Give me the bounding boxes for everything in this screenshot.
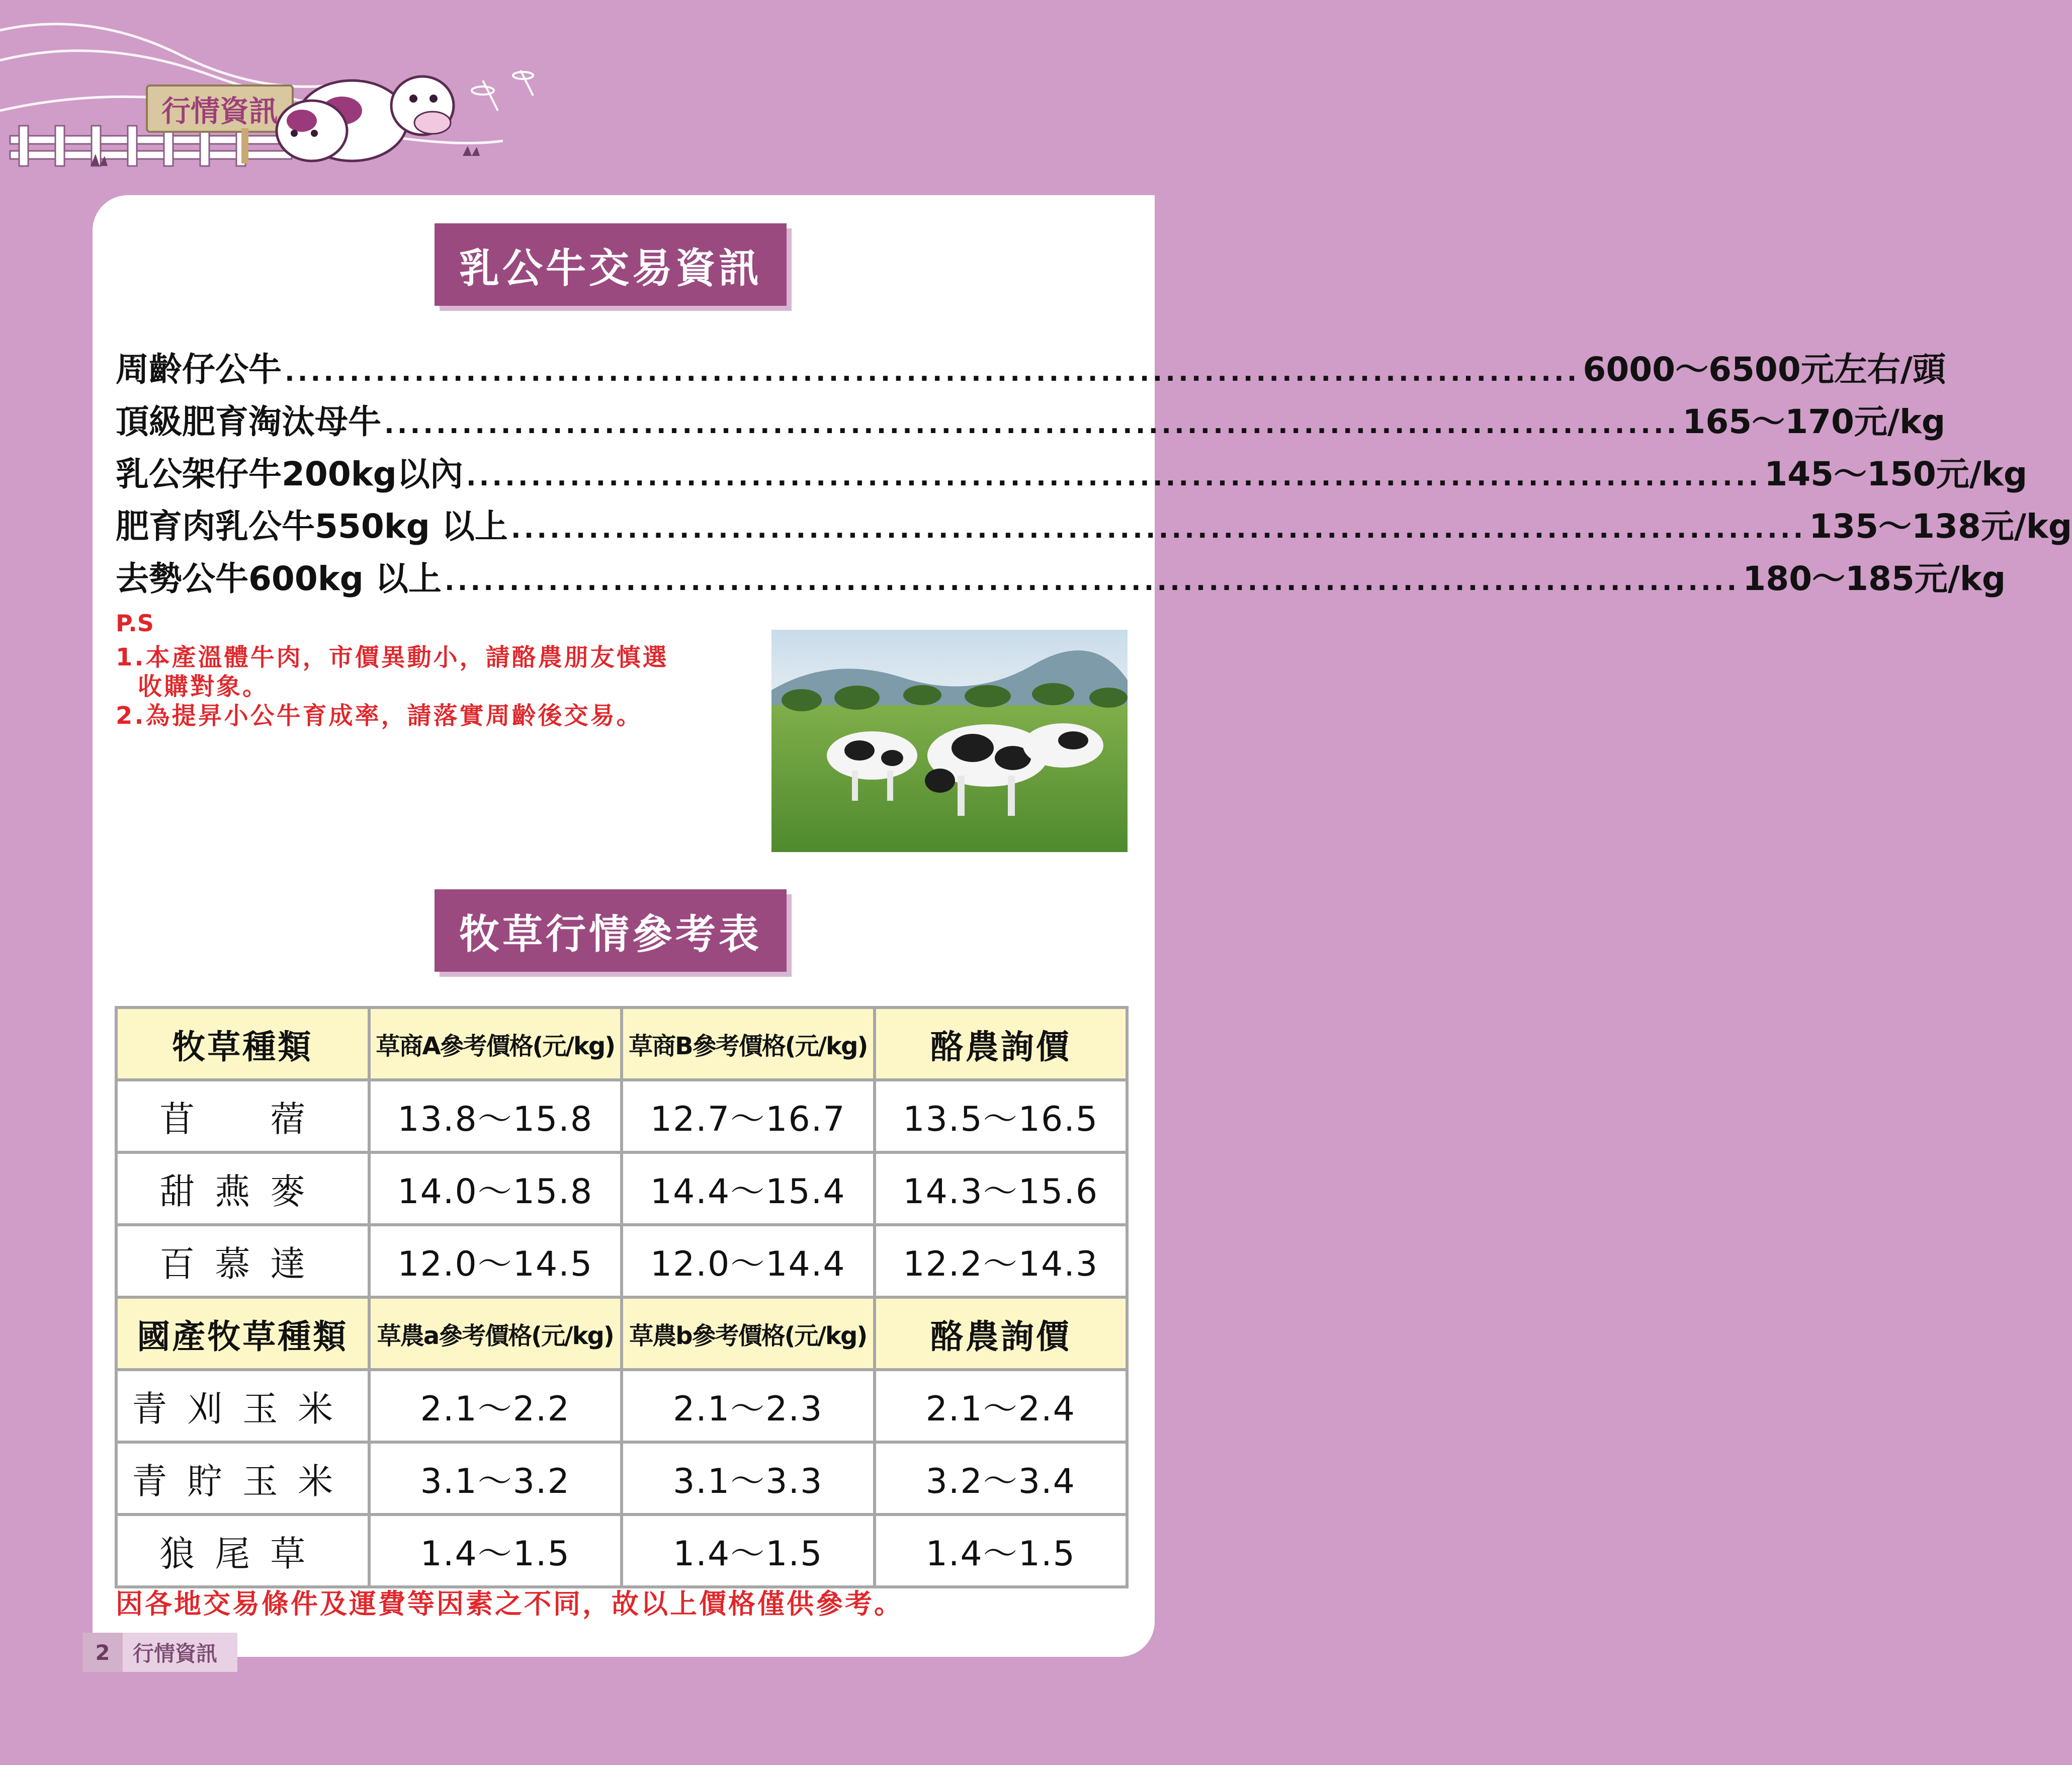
column-header: 草商A參考價格(元/kg) <box>369 1007 622 1080</box>
leader-dots: .................................................................................................... <box>384 409 1680 440</box>
cow-cartoon-icon <box>277 76 454 161</box>
bull-trade-title: 乳公牛交易資訊 <box>435 223 787 306</box>
price-value: 145～150元/kg <box>1764 455 2028 493</box>
table-row <box>116 1370 1127 1442</box>
note-1: 1.本產溫體牛肉，市價異動小，請酪農朋友慎選 <box>116 643 669 671</box>
price-cell: 1.4～1.5 <box>875 1515 1128 1587</box>
price-cell: 3.1～3.2 <box>369 1442 622 1515</box>
price-cell: 12.2～14.3 <box>875 1225 1128 1297</box>
price-cell: 2.1～2.4 <box>875 1370 1128 1442</box>
cows-grazing-photo <box>771 630 1128 852</box>
price-row <box>116 338 1946 390</box>
column-header: 草農b參考價格(元/kg) <box>622 1297 875 1370</box>
table-header-row <box>116 1007 1127 1080</box>
price-row <box>116 443 2028 495</box>
price-cell: 3.1～3.3 <box>622 1442 875 1515</box>
footnote: 因各地交易條件及運費等因素之不同，故以上價格僅供參考。 <box>116 1588 903 1620</box>
note-2: 2.為提昇小公牛育成率，請落實周齡後交易。 <box>116 702 643 730</box>
price-cell: 2.1～2.3 <box>622 1370 875 1442</box>
price-row <box>116 547 2006 600</box>
forage-name: 甜燕麥 <box>116 1152 369 1225</box>
price-value: 6000～6500元左右/頭 <box>1583 350 1946 389</box>
table-row <box>116 1515 1127 1587</box>
price-label: 頂級肥育淘汰母牛 <box>116 402 381 441</box>
price-cell: 12.7～16.7 <box>622 1080 875 1152</box>
forage-title: 牧草行情參考表 <box>435 889 787 972</box>
column-header: 牧草種類 <box>116 1007 369 1080</box>
forage-name: 百慕達 <box>116 1225 369 1297</box>
column-header: 國產牧草種類 <box>116 1297 369 1370</box>
price-cell: 14.0～15.8 <box>369 1152 622 1225</box>
price-cell: 2.1～2.2 <box>369 1370 622 1442</box>
price-cell: 3.2～3.4 <box>875 1442 1128 1515</box>
price-cell: 13.8～15.8 <box>369 1080 622 1152</box>
table-row <box>116 1225 1127 1297</box>
price-value: 180～185元/kg <box>1743 559 2006 598</box>
price-cell: 14.4～15.4 <box>622 1152 875 1225</box>
table-row <box>116 1152 1127 1225</box>
section-label: 行情資訊 <box>161 94 278 128</box>
price-label: 乳公架仔牛200kg以內 <box>116 455 463 493</box>
price-cell: 1.4～1.5 <box>622 1515 875 1587</box>
column-header: 草商B參考價格(元/kg) <box>622 1007 875 1080</box>
forage-name: 青貯玉米 <box>116 1442 369 1515</box>
footer-section-label: 行情資訊 <box>133 1641 218 1666</box>
table-row <box>116 1442 1127 1515</box>
price-cell: 12.0～14.5 <box>369 1225 622 1297</box>
forage-name: 狼尾草 <box>116 1515 369 1587</box>
price-cell: 13.5～16.5 <box>875 1080 1128 1152</box>
bull-price-list <box>116 338 2072 600</box>
forage-price-table <box>115 1006 1129 1588</box>
forage-name: 青刈玉米 <box>116 1370 369 1442</box>
price-value: 165～170元/kg <box>1682 402 1946 441</box>
leader-dots: .................................................................................................... <box>285 357 1580 387</box>
dragonfly-icon <box>472 70 533 111</box>
price-label: 肥育肉乳公牛550kg 以上 <box>116 507 508 546</box>
notes-block <box>116 610 769 730</box>
table-row <box>116 1080 1127 1152</box>
price-label: 去勢公牛600kg 以上 <box>116 559 442 598</box>
price-value: 135～138元/kg <box>1809 507 2072 546</box>
page-number: 2 <box>82 1633 123 1672</box>
table-header-row <box>116 1297 1127 1370</box>
leader-dots: .................................................................................................... <box>510 514 1806 544</box>
forage-name: 苜 蓿 <box>116 1080 369 1152</box>
price-row <box>116 495 2072 547</box>
leader-dots: .................................................................................................... <box>466 462 1762 492</box>
page-footer-tab <box>82 1633 237 1672</box>
column-header: 草農a參考價格(元/kg) <box>369 1297 622 1370</box>
note-1-continued: 收購對象。 <box>138 673 269 701</box>
leader-dots: .................................................................................................... <box>444 566 1740 597</box>
price-row <box>116 390 1946 443</box>
price-cell: 12.0～14.4 <box>622 1225 875 1297</box>
notes-ps: P.S <box>116 610 154 637</box>
price-cell: 14.3～15.6 <box>875 1152 1128 1225</box>
column-header: 酪農詢價 <box>875 1297 1128 1370</box>
price-cell: 1.4～1.5 <box>369 1515 622 1587</box>
column-header: 酪農詢價 <box>875 1007 1128 1080</box>
price-label: 周齡仔公牛 <box>116 350 282 389</box>
